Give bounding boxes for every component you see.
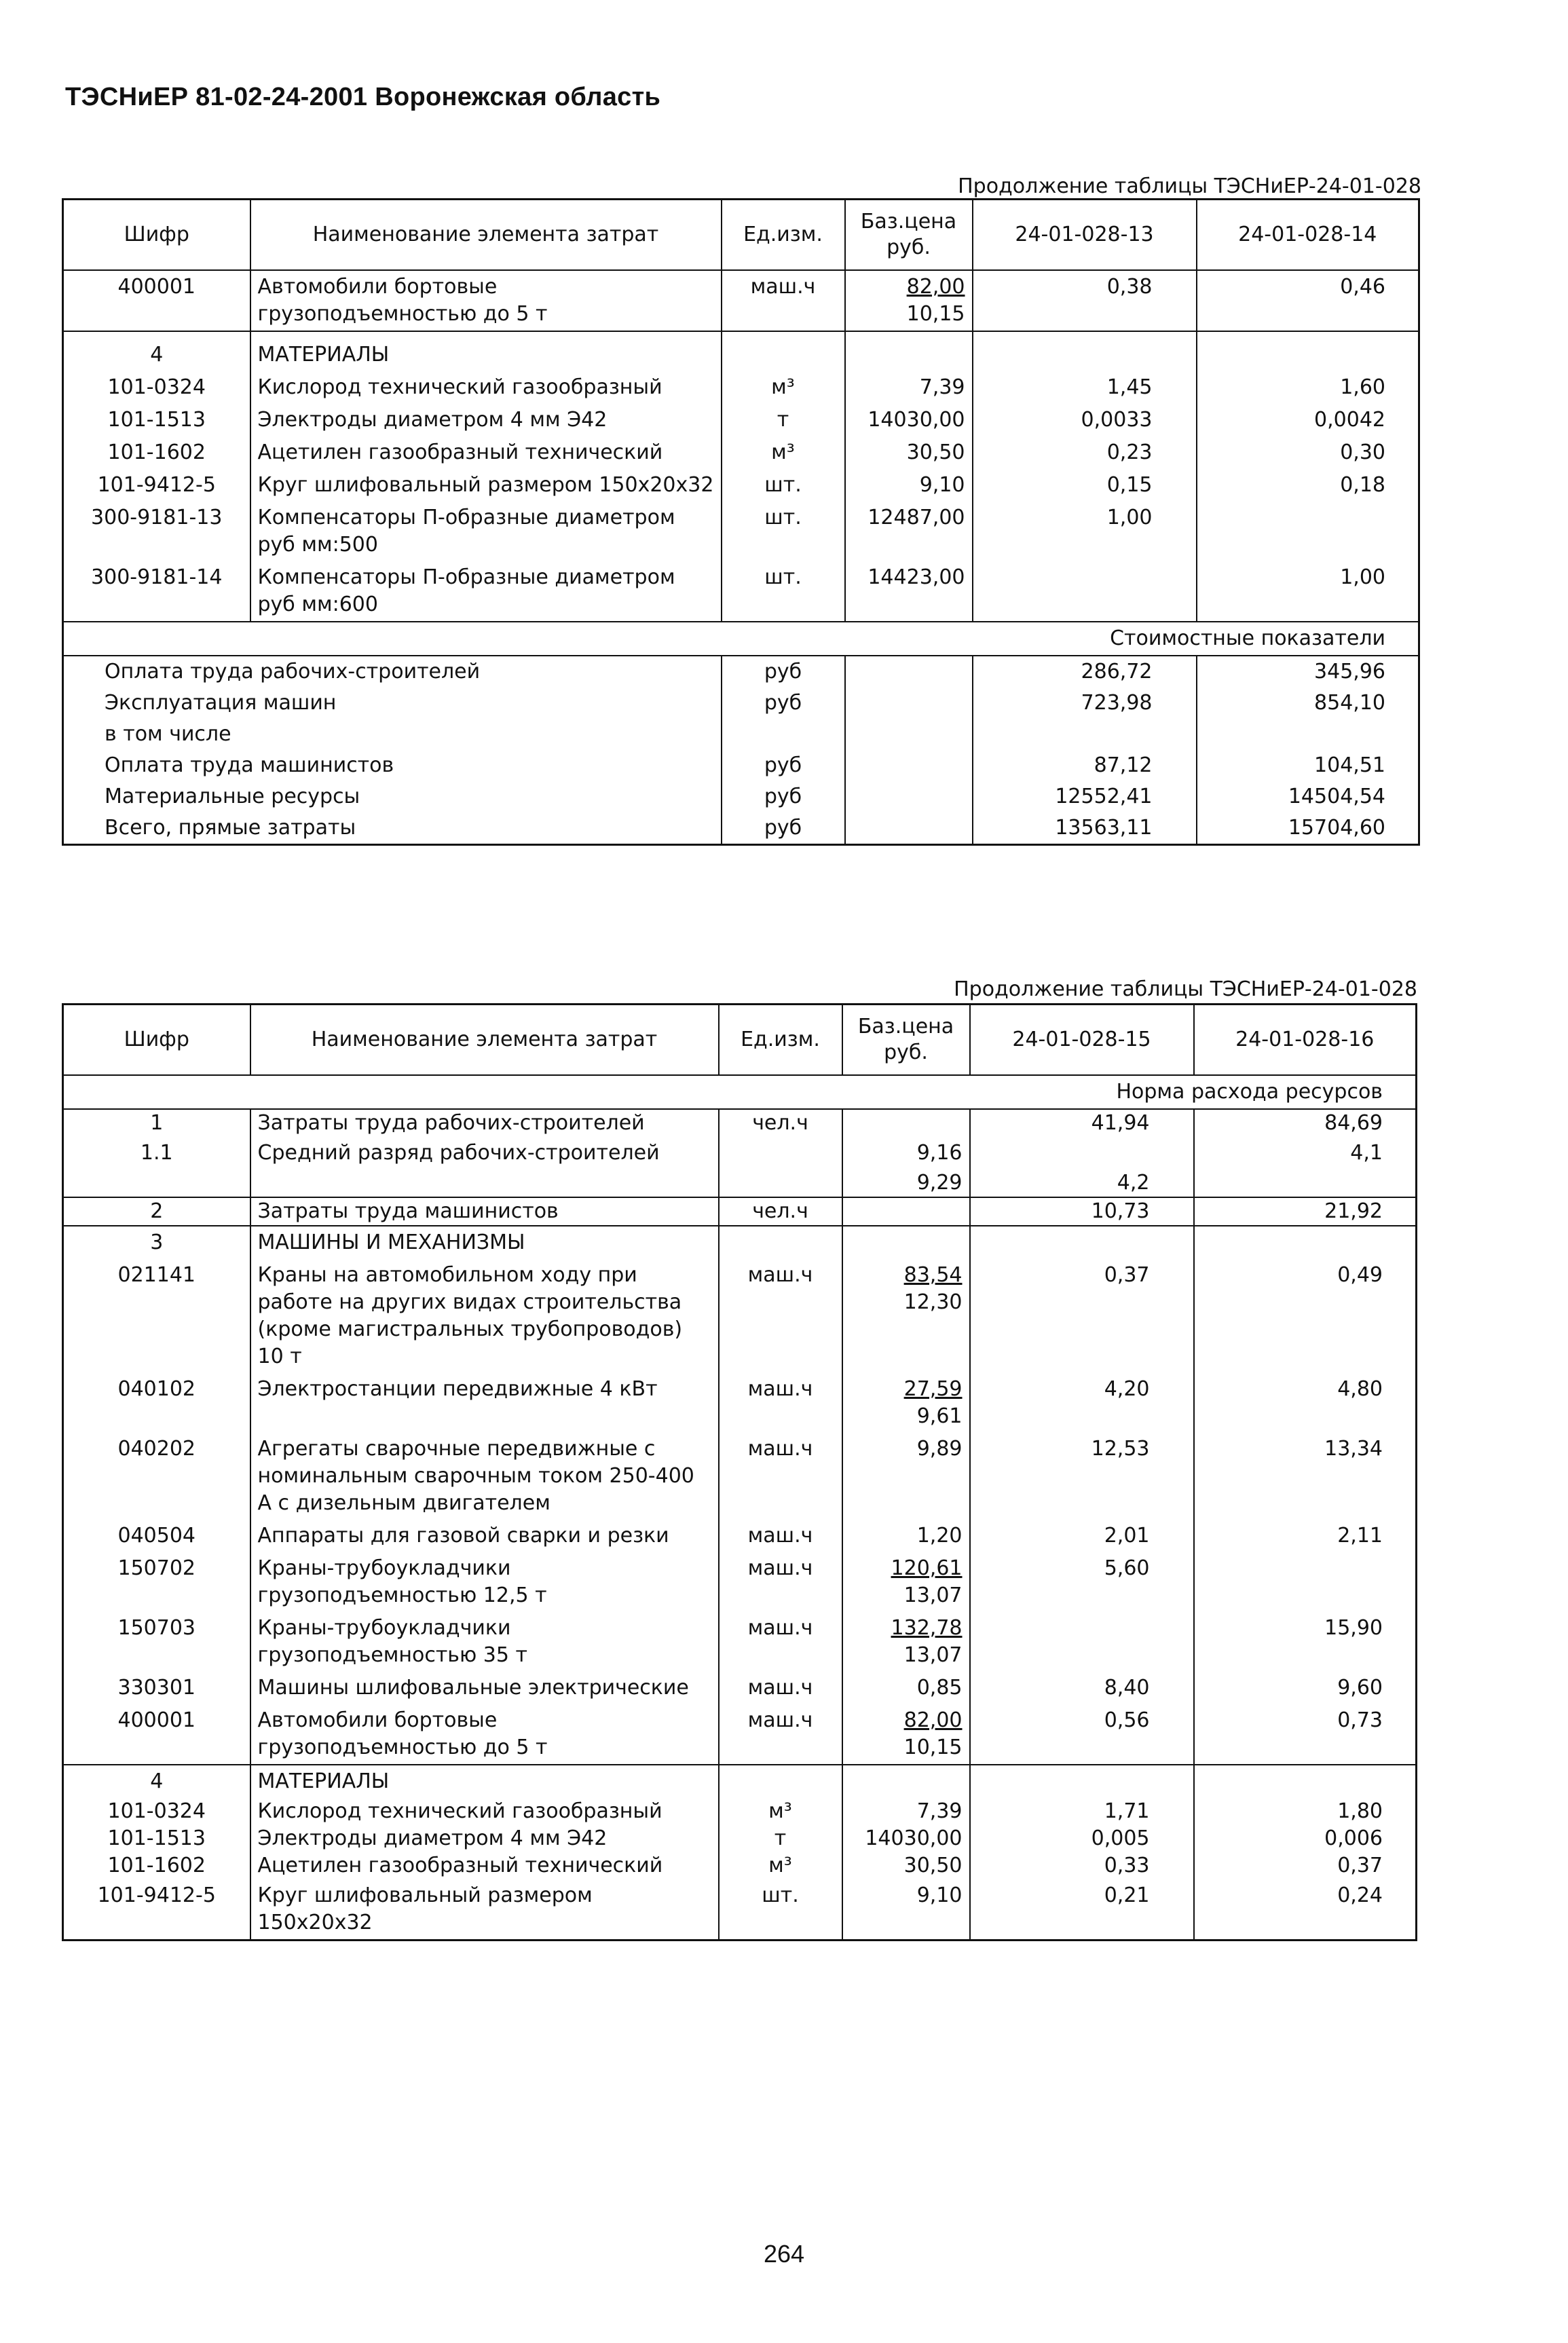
row-name: Электроды диаметром 4 мм Э42 xyxy=(250,1825,719,1852)
summary-row xyxy=(63,688,1419,719)
table-row xyxy=(63,1879,1417,1941)
price-operator-value: 12,30 xyxy=(903,1290,963,1314)
row-name: Компенсаторы П-образные диаметром руб мм:500 xyxy=(250,502,722,561)
header-col-b: 24-01-028-14 xyxy=(1197,200,1419,271)
table-row xyxy=(63,1852,1417,1879)
table2 xyxy=(62,1003,1417,1941)
summary-row xyxy=(63,750,1419,781)
row-price: 7,39 xyxy=(842,1798,970,1825)
row-code: 2 xyxy=(63,1197,250,1226)
row-unit: шт. xyxy=(722,502,845,561)
row-unit: маш.ч xyxy=(722,270,845,331)
summary-name: Всего, прямые затраты xyxy=(63,812,722,845)
row-price: 1,20 xyxy=(842,1520,970,1552)
row-price: 9,29 xyxy=(842,1169,970,1197)
table1 xyxy=(62,198,1420,846)
row-unit: чел.ч xyxy=(719,1109,842,1137)
row-name: Аппараты для газовой сварки и резки xyxy=(250,1520,719,1552)
row-name: Затраты труда машинистов xyxy=(250,1197,719,1226)
row-value-a: 0,0033 xyxy=(973,404,1197,436)
price-value: 120,61 xyxy=(891,1556,963,1580)
row-value-a: 5,60 xyxy=(970,1552,1194,1612)
row-unit xyxy=(719,1137,842,1169)
row-value-b: 0,0042 xyxy=(1197,404,1419,436)
table1-caption: Продолжение таблицы ТЭСНиЕР-24-01-028 xyxy=(958,174,1421,198)
price-value: 132,78 xyxy=(891,1616,963,1640)
row-value-a: 1,45 xyxy=(973,371,1197,404)
table1-header-row xyxy=(63,200,1419,271)
row-value-a: 0,15 xyxy=(973,469,1197,502)
row-name: Ацетилен газообразный технический xyxy=(250,1852,719,1879)
header-price: Баз.цена руб. xyxy=(842,1005,970,1076)
row-unit: маш.ч xyxy=(719,1259,842,1373)
summary-value-b: 15704,60 xyxy=(1197,812,1419,845)
cost-indicators-row xyxy=(63,622,1419,656)
row-code: 101-1513 xyxy=(63,404,250,436)
summary-name: Оплата труда машинистов xyxy=(63,750,722,781)
row-code: 101-9412-5 xyxy=(63,1879,250,1941)
header-name: Наименование элемента затрат xyxy=(250,1005,719,1076)
row-value-a: 0,37 xyxy=(970,1259,1194,1373)
section-title: МАТЕРИАЛЫ xyxy=(250,1765,719,1798)
row-value-b: 0,37 xyxy=(1194,1852,1417,1879)
row-unit: маш.ч xyxy=(719,1373,842,1433)
page-number: 264 xyxy=(763,2240,805,2268)
header-code: Шифр xyxy=(63,200,250,271)
summary-unit: руб xyxy=(722,688,845,719)
row-unit: шт. xyxy=(719,1879,842,1941)
row-value-a: 4,20 xyxy=(970,1373,1194,1433)
header-price: Баз.цена руб. xyxy=(845,200,973,271)
row-price: 7,39 xyxy=(845,371,973,404)
row-price xyxy=(842,1109,970,1137)
row-price: 0,85 xyxy=(842,1672,970,1704)
row-code: 400001 xyxy=(63,1704,250,1765)
row-unit: т xyxy=(722,404,845,436)
row-unit: т xyxy=(719,1825,842,1852)
row-unit: маш.ч xyxy=(719,1612,842,1672)
row-value-b: 21,92 xyxy=(1194,1197,1417,1226)
row-value-b: 1,80 xyxy=(1194,1798,1417,1825)
row-name: Затраты труда рабочих-строителей xyxy=(250,1109,719,1137)
summary-name: Эксплуатация машин xyxy=(63,688,722,719)
header-col-a: 24-01-028-15 xyxy=(970,1005,1194,1076)
section-code: 3 xyxy=(63,1226,250,1259)
row-code: 400001 xyxy=(63,270,250,331)
row-code: 1 xyxy=(63,1109,250,1137)
row-unit: маш.ч xyxy=(719,1520,842,1552)
row-code xyxy=(63,1169,250,1197)
row-name: Ацетилен газообразный технический xyxy=(250,436,722,469)
table-row xyxy=(63,1169,1417,1197)
price-value: 27,59 xyxy=(903,1377,963,1401)
row-unit: шт. xyxy=(722,561,845,622)
row-name: Средний разряд рабочих-строителей xyxy=(250,1137,719,1169)
row-code: 040202 xyxy=(63,1433,250,1520)
row-value-b: 4,80 xyxy=(1194,1373,1417,1433)
row-price: 9,16 xyxy=(842,1137,970,1169)
price-value: 82,00 xyxy=(903,1708,963,1732)
row-code: 101-9412-5 xyxy=(63,469,250,502)
price-value: 82,00 xyxy=(906,275,965,299)
row-price xyxy=(842,1197,970,1226)
price-value: 83,54 xyxy=(903,1263,963,1287)
row-price: 30,50 xyxy=(845,436,973,469)
row-value-b xyxy=(1194,1169,1417,1197)
header-col-b: 24-01-028-16 xyxy=(1194,1005,1417,1076)
row-value-b: 0,18 xyxy=(1197,469,1419,502)
row-value-b xyxy=(1194,1552,1417,1612)
row-name: Краны на автомобильном ходу при работе на других видах строительства (кроме магистральных трубопроводов) 10 т xyxy=(250,1259,719,1373)
row-value-b: 0,24 xyxy=(1194,1879,1417,1941)
summary-unit: руб xyxy=(722,656,845,688)
row-price: 14423,00 xyxy=(845,561,973,622)
summary-name: в том числе xyxy=(63,719,722,750)
summary-row xyxy=(63,656,1419,688)
summary-name: Материальные ресурсы xyxy=(63,781,722,812)
summary-value-b: 854,10 xyxy=(1197,688,1419,719)
row-price xyxy=(842,1704,970,1765)
row-name: Электроды диаметром 4 мм Э42 xyxy=(250,404,722,436)
row-value-a: 0,38 xyxy=(973,270,1197,331)
summary-name: Оплата труда рабочих-строителей xyxy=(63,656,722,688)
row-unit: маш.ч xyxy=(719,1433,842,1520)
section-code: 4 xyxy=(63,1765,250,1798)
row-unit: маш.ч xyxy=(719,1672,842,1704)
document-title: ТЭСНиЕР 81-02-24-2001 Воронежская область xyxy=(65,83,661,111)
row-value-a: 10,73 xyxy=(970,1197,1194,1226)
price-operator-value: 9,61 xyxy=(916,1404,963,1428)
table-row xyxy=(63,469,1419,502)
row-value-b: 0,006 xyxy=(1194,1825,1417,1852)
row-value-b: 1,00 xyxy=(1197,561,1419,622)
row-code: 021141 xyxy=(63,1259,250,1373)
row-price: 9,10 xyxy=(842,1879,970,1941)
header-unit: Ед.изм. xyxy=(719,1005,842,1076)
row-unit: м³ xyxy=(722,436,845,469)
row-value-a: 1,71 xyxy=(970,1798,1194,1825)
summary-value-b xyxy=(1197,719,1419,750)
row-value-b: 15,90 xyxy=(1194,1612,1417,1672)
row-value-a xyxy=(970,1612,1194,1672)
header-code: Шифр xyxy=(63,1005,250,1076)
table-row xyxy=(63,404,1419,436)
row-value-a: 0,56 xyxy=(970,1704,1194,1765)
row-value-b: 0,46 xyxy=(1197,270,1419,331)
row-price: 9,10 xyxy=(845,469,973,502)
row-value-b: 9,60 xyxy=(1194,1672,1417,1704)
row-unit xyxy=(719,1169,842,1197)
row-code: 040102 xyxy=(63,1373,250,1433)
summary-value-a: 723,98 xyxy=(973,688,1197,719)
row-unit: шт. xyxy=(722,469,845,502)
row-code: 101-0324 xyxy=(63,1798,250,1825)
row-name: Автомобили бортовые грузоподъемностью до 5 т xyxy=(250,1704,719,1765)
row-price xyxy=(842,1259,970,1373)
row-name: Круг шлифовальный размером 150x20x32 xyxy=(250,469,722,502)
row-name: Кислород технический газообразный xyxy=(250,1798,719,1825)
row-value-a: 12,53 xyxy=(970,1433,1194,1520)
section-row xyxy=(63,1226,1417,1259)
section-code: 4 xyxy=(63,331,250,371)
section-row xyxy=(63,331,1419,371)
table-row xyxy=(63,1704,1417,1765)
row-value-b: 0,73 xyxy=(1194,1704,1417,1765)
table-row xyxy=(63,1433,1417,1520)
row-name: Компенсаторы П-образные диаметром руб мм:600 xyxy=(250,561,722,622)
row-value-a: 8,40 xyxy=(970,1672,1194,1704)
row-unit: чел.ч xyxy=(719,1197,842,1226)
price-operator-value: 13,07 xyxy=(903,1643,963,1667)
row-name: Круг шлифовальный размером 150x20x32 xyxy=(250,1879,719,1941)
summary-value-b: 104,51 xyxy=(1197,750,1419,781)
header-name: Наименование элемента затрат xyxy=(250,200,722,271)
row-value-a xyxy=(970,1137,1194,1169)
table-row xyxy=(63,502,1419,561)
row-value-a: 0,21 xyxy=(970,1879,1194,1941)
row-name: Автомобили бортовые грузоподъемностью до 5 т xyxy=(250,270,722,331)
table2-caption: Продолжение таблицы ТЭСНиЕР-24-01-028 xyxy=(954,977,1417,1001)
row-name: Краны-трубоукладчики грузоподъемностью 12,5 т xyxy=(250,1552,719,1612)
table-row xyxy=(63,1798,1417,1825)
table-row xyxy=(63,270,1419,331)
row-name xyxy=(250,1169,719,1197)
table-row xyxy=(63,1520,1417,1552)
table-row xyxy=(63,1825,1417,1852)
header-col-a: 24-01-028-13 xyxy=(973,200,1197,271)
row-value-a: 0,23 xyxy=(973,436,1197,469)
row-value-a: 4,2 xyxy=(970,1169,1194,1197)
summary-unit: руб xyxy=(722,812,845,845)
row-value-b xyxy=(1197,502,1419,561)
row-value-a: 1,00 xyxy=(973,502,1197,561)
row-price xyxy=(842,1373,970,1433)
row-code: 040504 xyxy=(63,1520,250,1552)
row-code: 1.1 xyxy=(63,1137,250,1169)
price-operator-value: 10,15 xyxy=(903,1736,963,1759)
row-value-a: 2,01 xyxy=(970,1520,1194,1552)
summary-value-a: 87,12 xyxy=(973,750,1197,781)
row-value-b: 4,1 xyxy=(1194,1137,1417,1169)
row-unit: маш.ч xyxy=(719,1704,842,1765)
row-name: Краны-трубоукладчики грузоподъемностью 35 т xyxy=(250,1612,719,1672)
norm-label: Норма расхода ресурсов xyxy=(63,1075,1417,1109)
summary-unit: руб xyxy=(722,781,845,812)
row-code: 101-1602 xyxy=(63,436,250,469)
summary-row xyxy=(63,781,1419,812)
row-value-b: 13,34 xyxy=(1194,1433,1417,1520)
row-value-a: 0,005 xyxy=(970,1825,1194,1852)
row-value-b: 0,49 xyxy=(1194,1259,1417,1373)
row-price xyxy=(845,270,973,331)
table-row xyxy=(63,1552,1417,1612)
row-name: Кислород технический газообразный xyxy=(250,371,722,404)
row-price xyxy=(842,1612,970,1672)
row-name: Агрегаты сварочные передвижные с номинальным сварочным током 250-400 А с дизельным двигателем xyxy=(250,1433,719,1520)
summary-row xyxy=(63,812,1419,845)
table2-header-row xyxy=(63,1005,1417,1076)
row-unit: м³ xyxy=(719,1852,842,1879)
section-title: МАШИНЫ И МЕХАНИЗМЫ xyxy=(250,1226,719,1259)
summary-value-a xyxy=(973,719,1197,750)
price-operator-value: 10,15 xyxy=(906,302,965,326)
row-unit: м³ xyxy=(722,371,845,404)
table-row xyxy=(63,1197,1417,1226)
row-name: Электростанции передвижные 4 кВт xyxy=(250,1373,719,1433)
row-code: 300-9181-13 xyxy=(63,502,250,561)
row-price: 14030,00 xyxy=(842,1825,970,1852)
row-code: 101-1513 xyxy=(63,1825,250,1852)
table-row xyxy=(63,561,1419,622)
row-price: 9,89 xyxy=(842,1433,970,1520)
price-operator-value: 13,07 xyxy=(903,1583,963,1607)
row-unit: м³ xyxy=(719,1798,842,1825)
row-code: 101-0324 xyxy=(63,371,250,404)
summary-unit xyxy=(722,719,845,750)
row-code: 150703 xyxy=(63,1612,250,1672)
row-price: 14030,00 xyxy=(845,404,973,436)
row-code: 300-9181-14 xyxy=(63,561,250,622)
summary-value-a: 13563,11 xyxy=(973,812,1197,845)
summary-unit: руб xyxy=(722,750,845,781)
row-price: 12487,00 xyxy=(845,502,973,561)
row-value-a: 41,94 xyxy=(970,1109,1194,1137)
row-code: 150702 xyxy=(63,1552,250,1612)
row-value-b: 0,30 xyxy=(1197,436,1419,469)
table-row xyxy=(63,1612,1417,1672)
section-title: МАТЕРИАЛЫ xyxy=(250,331,722,371)
table-row xyxy=(63,1137,1417,1169)
summary-value-b: 345,96 xyxy=(1197,656,1419,688)
row-name: Машины шлифовальные электрические xyxy=(250,1672,719,1704)
summary-row xyxy=(63,719,1419,750)
table-row xyxy=(63,371,1419,404)
norm-label-row xyxy=(63,1075,1417,1109)
summary-value-a: 12552,41 xyxy=(973,781,1197,812)
row-code: 330301 xyxy=(63,1672,250,1704)
row-value-a xyxy=(973,561,1197,622)
row-unit: маш.ч xyxy=(719,1552,842,1612)
row-price: 30,50 xyxy=(842,1852,970,1879)
row-value-b: 2,11 xyxy=(1194,1520,1417,1552)
table-row xyxy=(63,1259,1417,1373)
row-code: 101-1602 xyxy=(63,1852,250,1879)
row-value-a: 0,33 xyxy=(970,1852,1194,1879)
summary-value-a: 286,72 xyxy=(973,656,1197,688)
row-price xyxy=(842,1552,970,1612)
cost-indicators-label: Стоимостные показатели xyxy=(63,622,1419,656)
row-value-b: 1,60 xyxy=(1197,371,1419,404)
table-row xyxy=(63,1373,1417,1433)
table-row xyxy=(63,436,1419,469)
summary-value-b: 14504,54 xyxy=(1197,781,1419,812)
table-row xyxy=(63,1672,1417,1704)
row-value-b: 84,69 xyxy=(1194,1109,1417,1137)
section-row xyxy=(63,1765,1417,1798)
header-unit: Ед.изм. xyxy=(722,200,845,271)
table-row xyxy=(63,1109,1417,1137)
